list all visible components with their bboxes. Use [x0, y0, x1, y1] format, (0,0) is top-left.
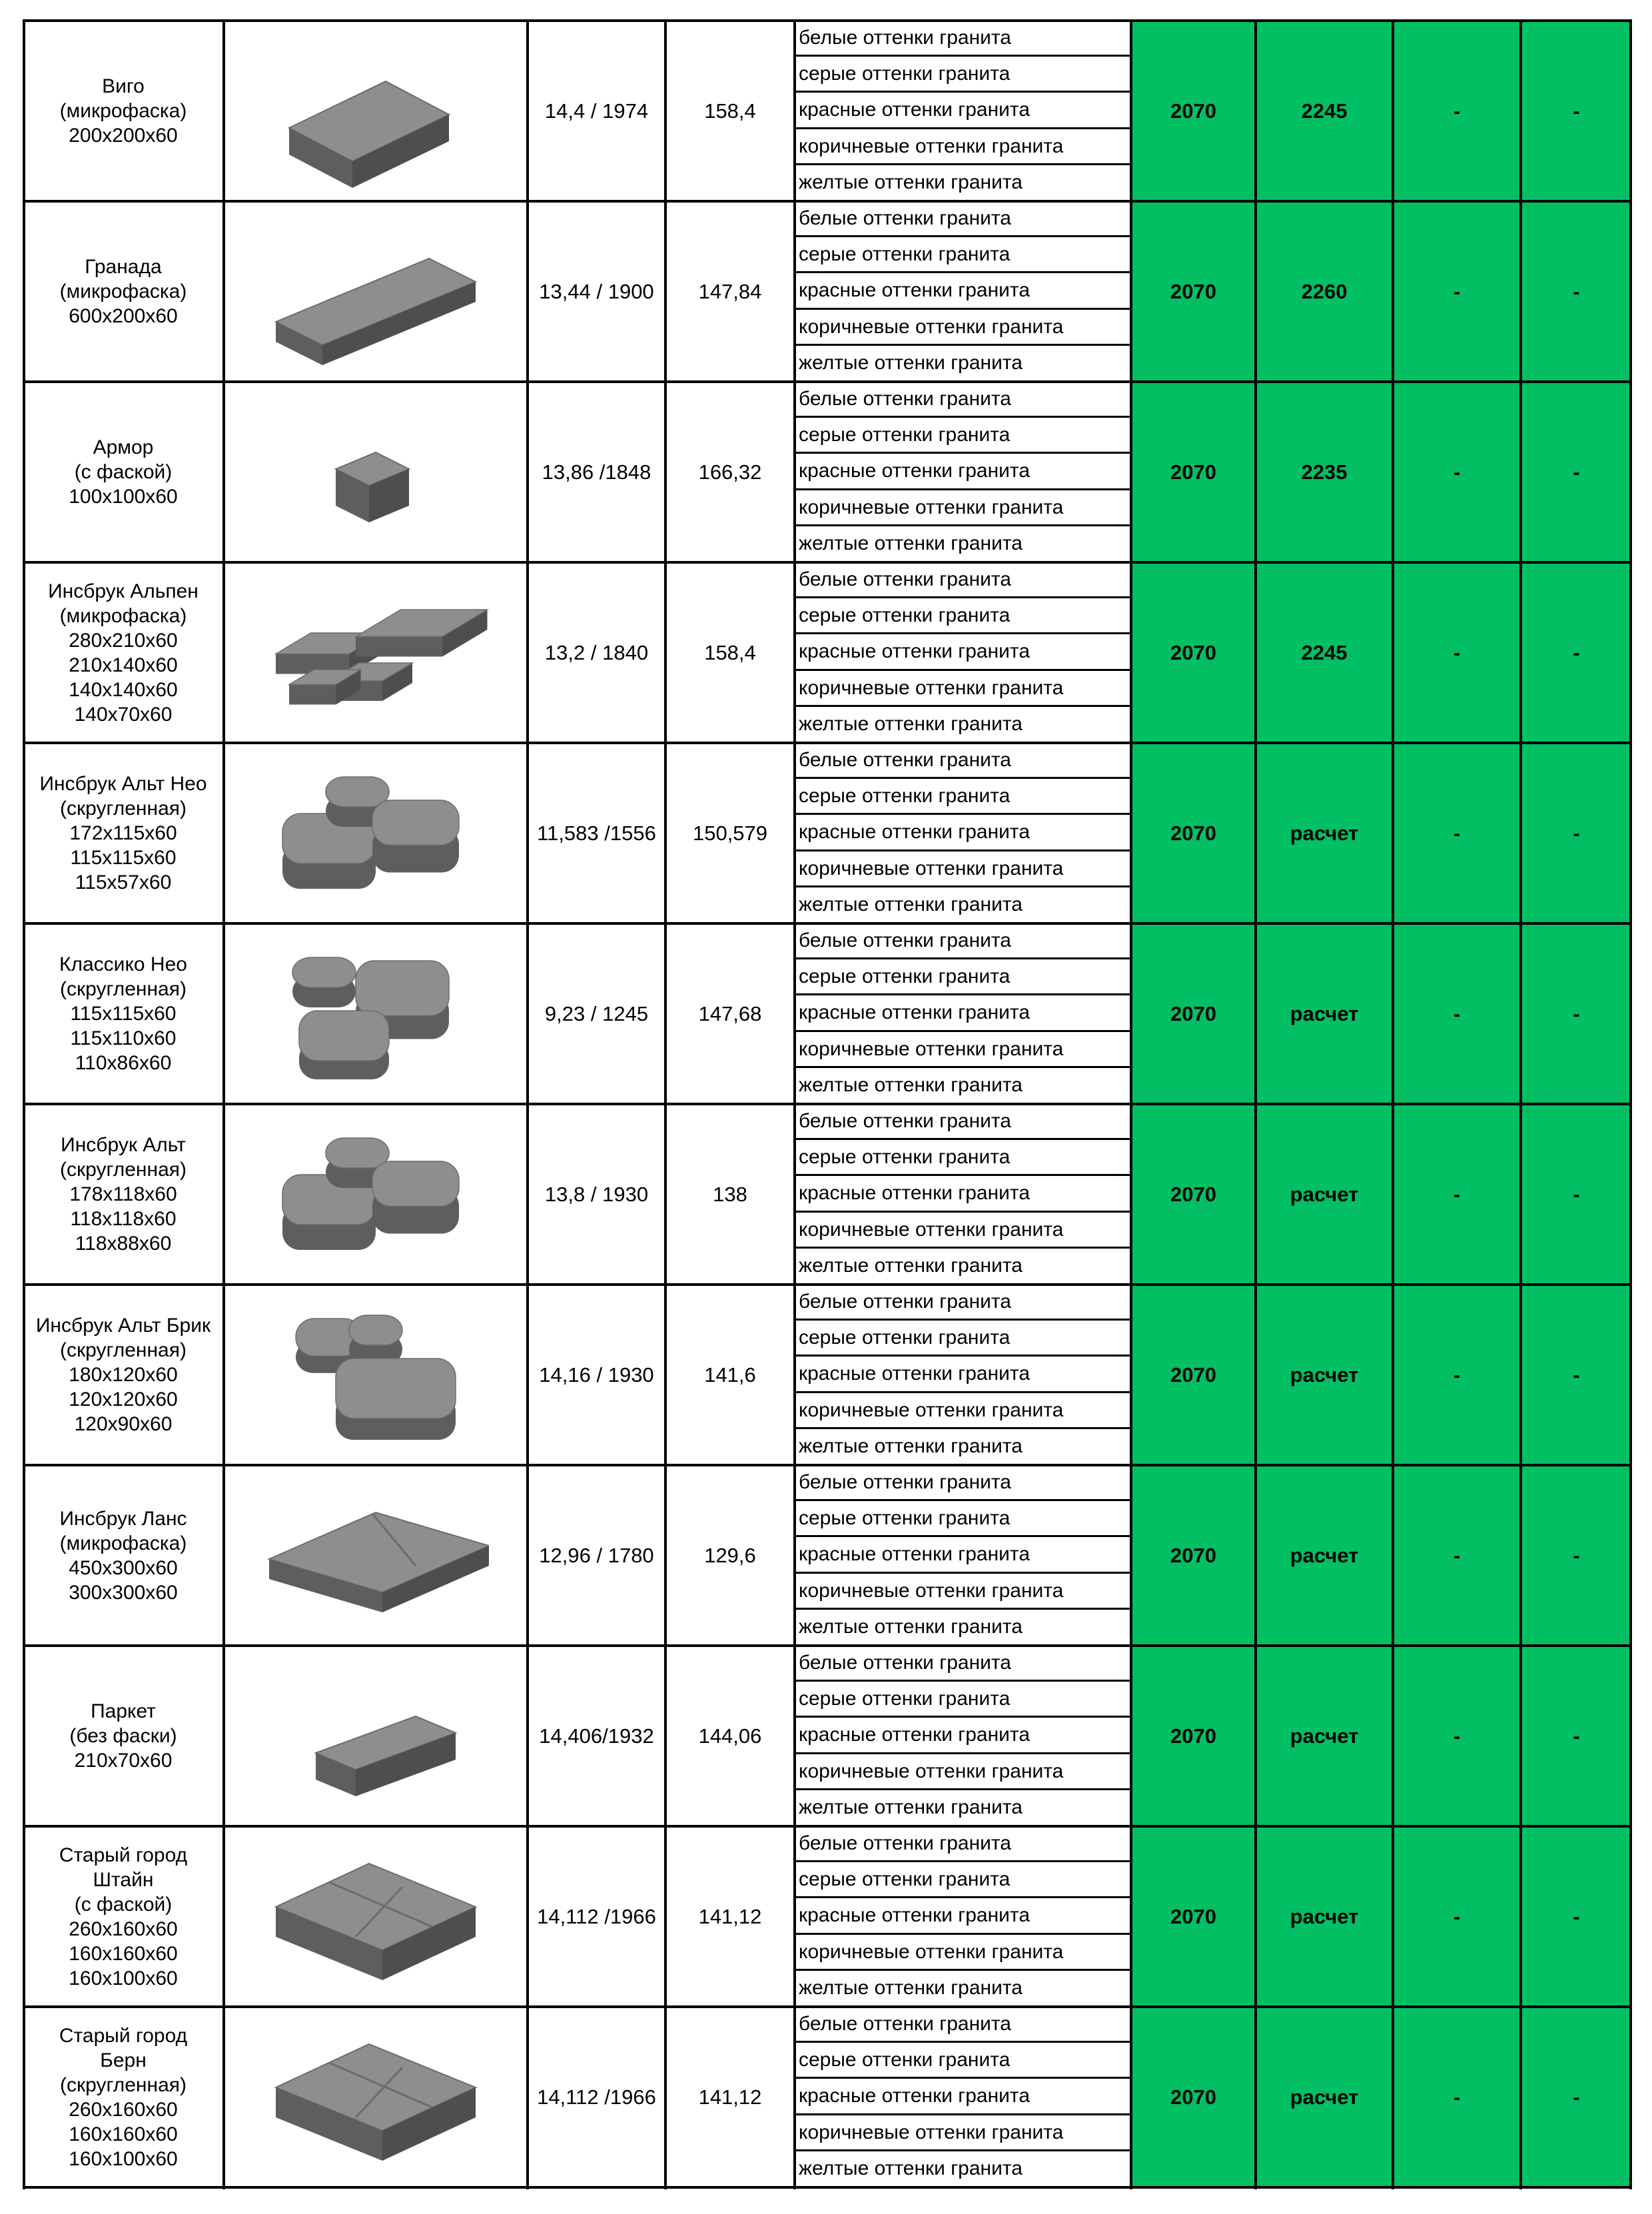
price-cell-2: расчет: [1256, 923, 1393, 1104]
shade-option: желтые оттенки гранита: [799, 1073, 1023, 1096]
weight-cell: 9,23 / 1245: [544, 1001, 649, 1025]
table-row: [23, 2007, 1632, 2187]
shade-option: коричневые оттенки гранита: [795, 851, 1131, 887]
price-cell-4: -: [1521, 1826, 1632, 2007]
shade-option: серые оттенки гранита: [795, 1862, 1131, 1898]
price-cell-2: расчет: [1256, 2007, 1393, 2187]
table-row: [23, 201, 1632, 382]
price-cell-3: -: [1393, 562, 1521, 743]
price-cell-4: -: [1521, 201, 1632, 382]
price-cell-3: -: [1393, 923, 1521, 1104]
column-divider: [1254, 19, 1257, 2189]
shade-option: серые оттенки гранита: [795, 418, 1131, 454]
price-cell-1: 2070: [1131, 1285, 1256, 1465]
price-cell-1: 2070: [1131, 1826, 1256, 2007]
weight-cell: 14,406/1932: [539, 1724, 654, 1748]
price-cell-4: -: [1521, 923, 1632, 1104]
price-cell-2: 2235: [1256, 382, 1393, 562]
column-divider: [793, 19, 796, 2189]
shades-list: [795, 2007, 1131, 2187]
tile-small-cube-icon: [262, 389, 489, 556]
shade-option: красные оттенки гранита: [795, 93, 1131, 129]
row-divider: [23, 19, 1632, 22]
shade-option: коричневые оттенки гранита: [795, 1935, 1131, 1971]
price-cell-2: расчет: [1256, 743, 1393, 923]
shade-option: красные оттенки гранита: [795, 273, 1131, 309]
price-cell-1: 2070: [1131, 2007, 1256, 2187]
weight-cell: 13,86 /1848: [542, 460, 651, 484]
weight-cell: 13,8 / 1930: [544, 1182, 649, 1206]
tile-set-old-town-icon: [262, 1834, 489, 2000]
row-divider: [23, 1283, 1632, 1286]
product-image: [224, 2007, 528, 2187]
shade-option: серые оттенки гранита: [795, 1682, 1131, 1718]
table-row: [23, 743, 1632, 923]
shades-list: [795, 1104, 1131, 1285]
shades-list: [795, 382, 1131, 562]
tile-large-slab-pair-icon: [262, 1472, 489, 1639]
weight-cell: 12,96 / 1780: [539, 1543, 654, 1567]
price-cell-4: -: [1521, 1465, 1632, 1646]
shade-option: желтые оттенки гранита: [799, 893, 1023, 915]
product-name: Инсбрук Альпен (микрофаска) 280х210х60 210х140х60 140х140х60 140х70х60: [48, 580, 199, 726]
price-cell-4: -: [1521, 1646, 1632, 1826]
price-cell-1: 2070: [1131, 1104, 1256, 1285]
weight-cell: 13,2 / 1840: [544, 640, 649, 664]
price-cell-4: -: [1521, 1104, 1632, 1285]
product-name: Паркет (без фаски) 210х70х60: [69, 1700, 177, 1772]
tile-set-rounded-icon: [262, 1111, 489, 1278]
row-divider: [23, 1464, 1632, 1466]
shade-option: серые оттенки гранита: [795, 1321, 1131, 1357]
value-cell: 138: [713, 1182, 747, 1206]
tile-set-old-town-icon: [262, 2014, 489, 2181]
column-divider: [1519, 19, 1522, 2189]
table-row: [23, 382, 1632, 562]
value-cell: 141,12: [698, 2085, 762, 2109]
shade-option: желтые оттенки гранита: [799, 1254, 1023, 1277]
shades-list: [795, 1826, 1131, 2007]
shade-option: серые оттенки гранита: [795, 1140, 1131, 1176]
price-cell-3: -: [1393, 2007, 1521, 2187]
column-divider: [526, 19, 529, 2189]
weight-cell: 14,4 / 1974: [544, 99, 649, 123]
shade-option: красные оттенки гранита: [795, 815, 1131, 851]
product-image: [224, 1826, 528, 2007]
shade-option: белые оттенки гранита: [795, 1285, 1131, 1321]
shade-option: желтые оттенки гранита: [799, 1976, 1023, 1999]
shades-list: [795, 1465, 1131, 1646]
price-cell-4: -: [1521, 21, 1632, 201]
row-divider: [23, 2186, 1632, 2189]
price-cell-3: -: [1393, 1826, 1521, 2007]
price-cell-1: 2070: [1131, 1646, 1256, 1826]
shade-option: коричневые оттенки гранита: [795, 1574, 1131, 1610]
table-row: [23, 1285, 1632, 1465]
product-image: [224, 1465, 528, 1646]
shade-option: коричневые оттенки гранита: [795, 1213, 1131, 1249]
row-divider: [23, 922, 1632, 925]
product-image: [224, 201, 528, 382]
value-cell: 141,6: [704, 1363, 756, 1386]
row-divider: [23, 380, 1632, 383]
row-divider: [23, 561, 1632, 564]
price-cell-3: -: [1393, 21, 1521, 201]
shade-option: красные оттенки гранита: [795, 454, 1131, 490]
shade-option: белые оттенки гранита: [795, 382, 1131, 418]
price-cell-2: 2260: [1256, 201, 1393, 382]
shade-option: желтые оттенки гранита: [799, 1796, 1023, 1818]
shade-option: коричневые оттенки гранита: [795, 129, 1131, 165]
price-cell-3: -: [1393, 201, 1521, 382]
product-image: [224, 1646, 528, 1826]
product-name: Гранада (микрофаска) 600х200х60: [59, 256, 187, 327]
price-cell-1: 2070: [1131, 21, 1256, 201]
product-name: Инсбрук Альт (скругленная) 178х118х60 118х118х60 118х88х60: [60, 1134, 187, 1255]
shade-option: белые оттенки гранита: [795, 562, 1131, 598]
product-name: Виго (микрофаска) 200х200х60: [59, 75, 187, 147]
column-divider: [222, 19, 225, 2189]
price-cell-3: -: [1393, 1285, 1521, 1465]
product-image: [224, 923, 528, 1104]
tile-set-classico-icon: [262, 931, 489, 1097]
tile-set-rounded-icon: [262, 750, 489, 917]
product-name: Старый город Берн (скругленная) 260х160х60 160х160х60 160х100х60: [59, 2024, 188, 2170]
product-image: [224, 1104, 528, 1285]
price-cell-3: -: [1393, 1465, 1521, 1646]
price-cell-2: расчет: [1256, 1285, 1393, 1465]
weight-cell: 14,112 /1966: [537, 1904, 656, 1928]
shade-option: желтые оттенки гранита: [799, 712, 1023, 735]
shade-option: желтые оттенки гранита: [799, 2157, 1023, 2179]
shade-option: коричневые оттенки гранита: [795, 2115, 1131, 2151]
shade-option: белые оттенки гранита: [795, 923, 1131, 959]
tile-cube-square-icon: [262, 28, 489, 195]
shade-option: красные оттенки гранита: [795, 634, 1131, 670]
table-row: [23, 562, 1632, 743]
product-image: [224, 743, 528, 923]
shade-option: белые оттенки гранита: [795, 1465, 1131, 1501]
shade-option: коричневые оттенки гранита: [795, 490, 1131, 526]
shades-list: [795, 923, 1131, 1104]
product-name: Классико Нео (скругленная) 115х115х60 115х110х60 110х86х60: [59, 953, 187, 1074]
price-cell-3: -: [1393, 1104, 1521, 1285]
row-divider: [23, 742, 1632, 744]
tile-brick-icon: [262, 1653, 489, 1820]
shade-option: желтые оттенки гранита: [799, 532, 1023, 554]
weight-cell: 14,112 /1966: [537, 2085, 656, 2109]
column-divider: [1392, 19, 1394, 2189]
tile-long-slab-icon: [262, 209, 489, 375]
price-cell-4: -: [1521, 2007, 1632, 2187]
shade-option: белые оттенки гранита: [795, 1104, 1131, 1140]
table-row: [23, 1465, 1632, 1646]
column-divider: [23, 19, 25, 2189]
shade-option: белые оттенки гранита: [795, 743, 1131, 779]
price-cell-2: расчет: [1256, 1826, 1393, 2007]
row-divider: [23, 1825, 1632, 1828]
row-divider: [23, 1644, 1632, 1647]
row-divider: [23, 2005, 1632, 2008]
price-cell-4: -: [1521, 562, 1632, 743]
price-cell-1: 2070: [1131, 201, 1256, 382]
product-image: [224, 562, 528, 743]
shade-option: красные оттенки гранита: [795, 1176, 1131, 1212]
weight-cell: 13,44 / 1900: [539, 279, 654, 303]
table-row: [23, 21, 1632, 201]
product-image: [224, 1285, 528, 1465]
price-cell-3: -: [1393, 1646, 1521, 1826]
weight-cell: 11,583 /1556: [537, 821, 656, 845]
value-cell: 166,32: [698, 460, 762, 484]
shade-option: серые оттенки гранита: [795, 779, 1131, 815]
table-row: [23, 923, 1632, 1104]
row-divider: [23, 1103, 1632, 1105]
shade-option: красные оттенки гранита: [795, 1537, 1131, 1573]
product-name: Старый город Штайн (с фаской) 260х160х60 160х160х60 160х100х60: [59, 1844, 188, 1989]
price-cell-2: расчет: [1256, 1646, 1393, 1826]
price-cell-1: 2070: [1131, 923, 1256, 1104]
shade-option: желтые оттенки гранита: [799, 1434, 1023, 1457]
price-cell-4: -: [1521, 382, 1632, 562]
shade-option: серые оттенки гранита: [795, 598, 1131, 634]
shade-option: красные оттенки гранита: [795, 1718, 1131, 1754]
shade-option: коричневые оттенки гранита: [795, 1032, 1131, 1068]
tile-set-brick-icon: [262, 1292, 489, 1458]
weight-cell: 14,16 / 1930: [539, 1363, 654, 1386]
price-cell-2: 2245: [1256, 562, 1393, 743]
table-row: [23, 1826, 1632, 2007]
shade-option: серые оттенки гранита: [795, 57, 1131, 93]
column-divider: [1130, 19, 1132, 2189]
value-cell: 150,579: [692, 821, 768, 845]
value-cell: 147,68: [698, 1001, 762, 1025]
shade-option: красные оттенки гранита: [795, 1898, 1131, 1934]
shade-option: серые оттенки гранита: [795, 237, 1131, 273]
product-image: [224, 382, 528, 562]
shade-option: желтые оттенки гранита: [799, 351, 1023, 374]
shade-option: коричневые оттенки гранита: [795, 310, 1131, 346]
price-cell-3: -: [1393, 743, 1521, 923]
price-cell-2: 2245: [1256, 21, 1393, 201]
row-divider: [23, 200, 1632, 203]
product-name: Армор (с фаской) 100х100х60: [69, 436, 178, 508]
shades-list: [795, 562, 1131, 743]
value-cell: 158,4: [704, 640, 756, 664]
product-name: Инсбрук Ланс (микрофаска) 450х300х60 300х300х60: [59, 1507, 187, 1604]
price-cell-1: 2070: [1131, 743, 1256, 923]
price-cell-1: 2070: [1131, 382, 1256, 562]
table-row: [23, 1104, 1632, 1285]
shade-option: желтые оттенки гранита: [799, 171, 1023, 193]
shade-option: коричневые оттенки гранита: [795, 1393, 1131, 1429]
shade-option: красные оттенки гранита: [795, 1357, 1131, 1392]
price-cell-3: -: [1393, 382, 1521, 562]
tile-set-four-blocks-icon: [262, 570, 489, 736]
price-cell-1: 2070: [1131, 1465, 1256, 1646]
price-cell-2: расчет: [1256, 1104, 1393, 1285]
shades-list: [795, 21, 1131, 201]
product-name: Инсбрук Альт Нео (скругленная) 172х115х60 115х115х60 115х57х60: [39, 773, 207, 893]
shade-option: белые оттенки гранита: [795, 1826, 1131, 1862]
shade-option: желтые оттенки гранита: [799, 1615, 1023, 1638]
price-table: [23, 19, 1632, 2189]
shade-option: белые оттенки гранита: [795, 201, 1131, 237]
shade-option: белые оттенки гранита: [795, 21, 1131, 57]
shade-option: белые оттенки гранита: [795, 1646, 1131, 1682]
shades-list: [795, 1285, 1131, 1465]
shade-option: белые оттенки гранита: [795, 2007, 1131, 2043]
value-cell: 129,6: [704, 1543, 756, 1567]
shades-list: [795, 743, 1131, 923]
table-row: [23, 1646, 1632, 1826]
shades-list: [795, 1646, 1131, 1826]
value-cell: 144,06: [698, 1724, 762, 1748]
column-divider: [664, 19, 667, 2189]
shade-option: коричневые оттенки гранита: [795, 1754, 1131, 1790]
price-cell-1: 2070: [1131, 562, 1256, 743]
product-name: Инсбрук Альт Брик (скругленная) 180х120х60 120х120х60 120х90х60: [35, 1315, 211, 1435]
product-image: [224, 21, 528, 201]
shade-option: красные оттенки гранита: [795, 2079, 1131, 2115]
shade-option: серые оттенки гранита: [795, 959, 1131, 995]
column-divider: [1629, 19, 1632, 2189]
shades-list: [795, 201, 1131, 382]
value-cell: 158,4: [704, 99, 756, 123]
price-cell-4: -: [1521, 743, 1632, 923]
value-cell: 147,84: [698, 279, 762, 303]
price-cell-2: расчет: [1256, 1465, 1393, 1646]
price-cell-4: -: [1521, 1285, 1632, 1465]
shade-option: серые оттенки гранита: [795, 2043, 1131, 2079]
value-cell: 141,12: [698, 1904, 762, 1928]
shade-option: коричневые оттенки гранита: [795, 671, 1131, 707]
shade-option: серые оттенки гранита: [795, 1501, 1131, 1537]
shade-option: красные оттенки гранита: [795, 995, 1131, 1031]
